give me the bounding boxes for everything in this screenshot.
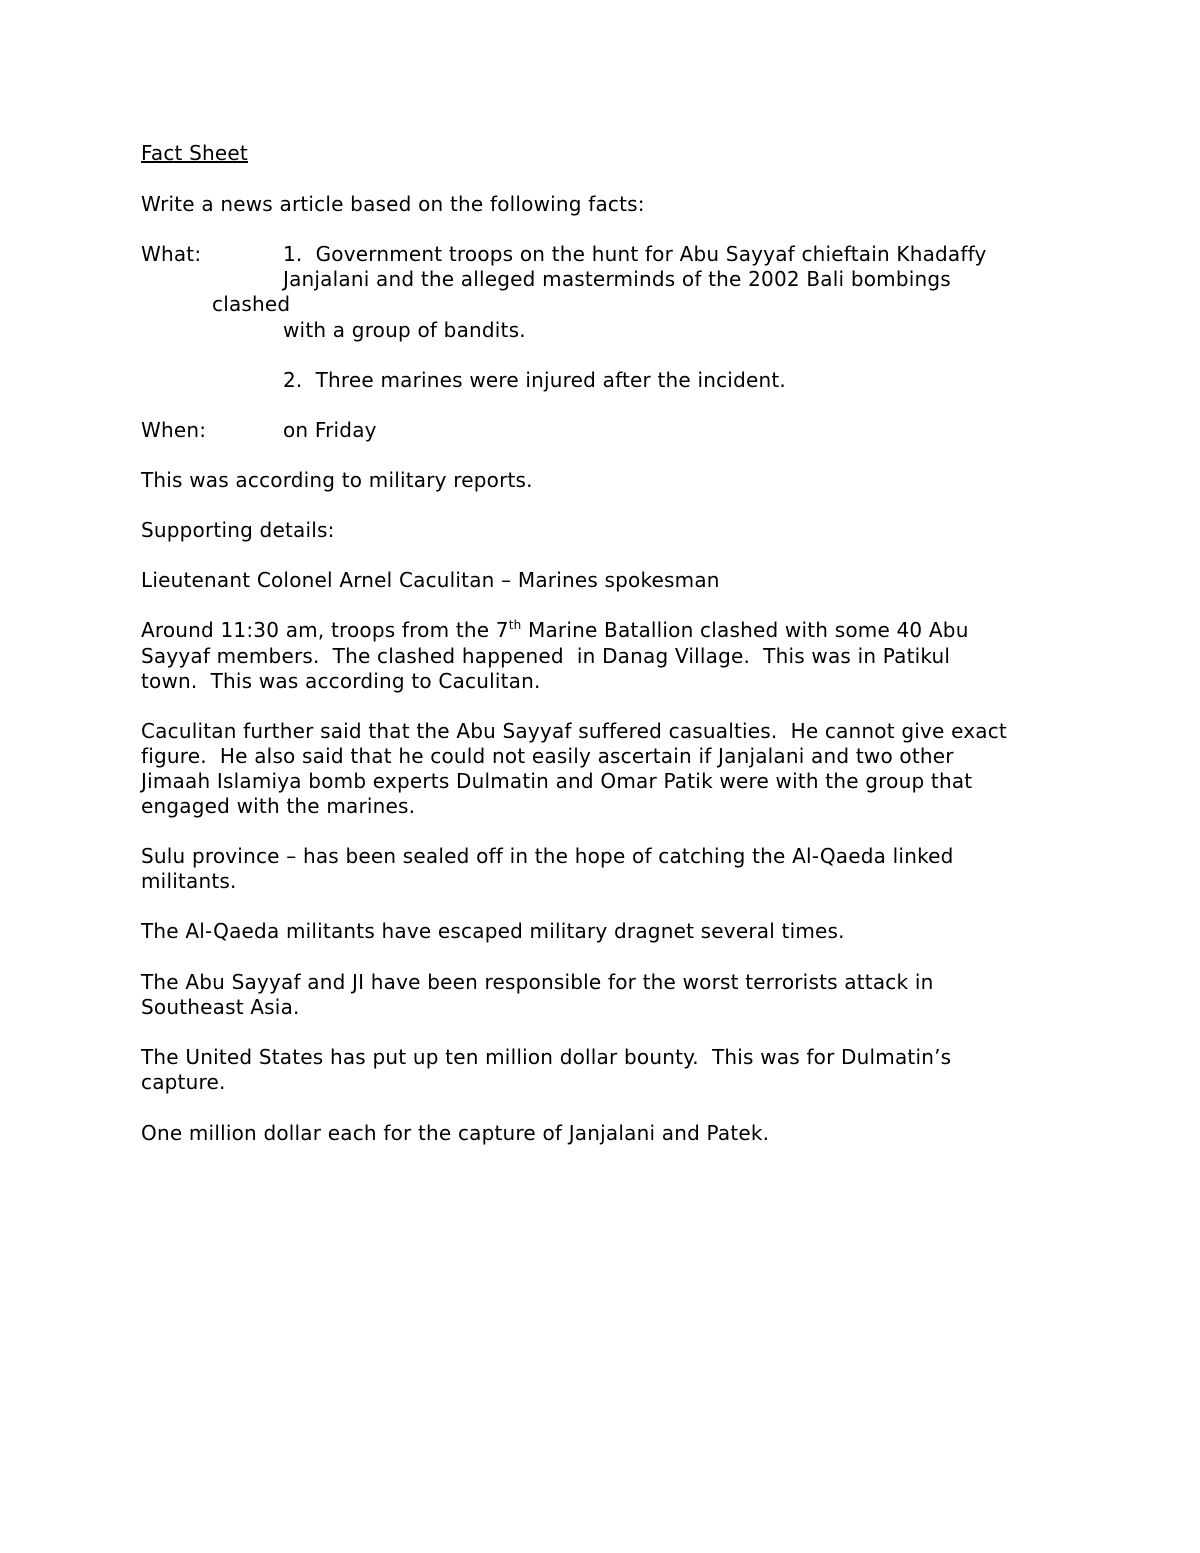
paragraph-5-line-1: The Abu Sayyaf and JI have been responsible for the worst terrorists attack in [141,970,934,994]
document-title: Fact Sheet [141,141,248,165]
paragraph-1-line-1 [141,618,969,643]
supporting-details-label: Supporting details: [141,518,335,542]
what-item1-line3: clashed [212,292,291,316]
when-label: When: [141,418,207,442]
what-item1-line4: with a group of bandits. [283,318,526,342]
what-item1-line2: Janjalani and the alleged masterminds of the 2002 Bali bombings [283,267,951,291]
what-label: What: [141,242,202,266]
when-value: on Friday [283,418,377,442]
paragraph-6-line-2: capture. [141,1070,226,1094]
paragraph-2-line-1: Caculitan further said that the Abu Sayyaf suffered casualties. He cannot give exact [141,719,1007,743]
instruction-text: Write a news article based on the following facts: [141,192,645,216]
paragraph-2-line-2: figure. He also said that he could not easily ascertain if Janjalani and two other [141,744,954,768]
paragraph-1-line-1-a: Around 11:30 am, troops from the 7 [141,618,509,642]
paragraph-2-line-4: engaged with the marines. [141,794,416,818]
paragraph-7: One million dollar each for the capture of Janjalani and Patek. [141,1121,770,1145]
what-item2: 2. Three marines were injured after the incident. [283,368,786,392]
paragraph-5-line-2: Southeast Asia. [141,995,300,1019]
paragraph-1-line-2: Sayyaf members. The clashed happened in Danag Village. This was in Patikul [141,644,951,668]
paragraph-4: The Al-Qaeda militants have escaped military dragnet several times. [141,919,845,943]
source-line: This was according to military reports. [141,468,533,492]
paragraph-3-line-1: Sulu province – has been sealed off in the hope of catching the Al-Qaeda linked [141,844,954,868]
ordinal-suffix: th [508,618,522,632]
paragraph-3-line-2: militants. [141,869,237,893]
what-item1-line1: 1. Government troops on the hunt for Abu Sayyaf chieftain Khadaffy [283,242,987,266]
paragraph-2-line-3: Jimaah Islamiya bomb experts Dulmatin and Omar Patik were with the group that [141,769,973,793]
paragraph-1-line-1-b: Marine Batallion clashed with some 40 Abu [521,618,969,642]
spokesman-line: Lieutenant Colonel Arnel Caculitan – Marines spokesman [141,568,720,592]
paragraph-1-line-3: town. This was according to Caculitan. [141,669,541,693]
paragraph-6-line-1: The United States has put up ten million dollar bounty. This was for Dulmatin’s [141,1045,952,1069]
